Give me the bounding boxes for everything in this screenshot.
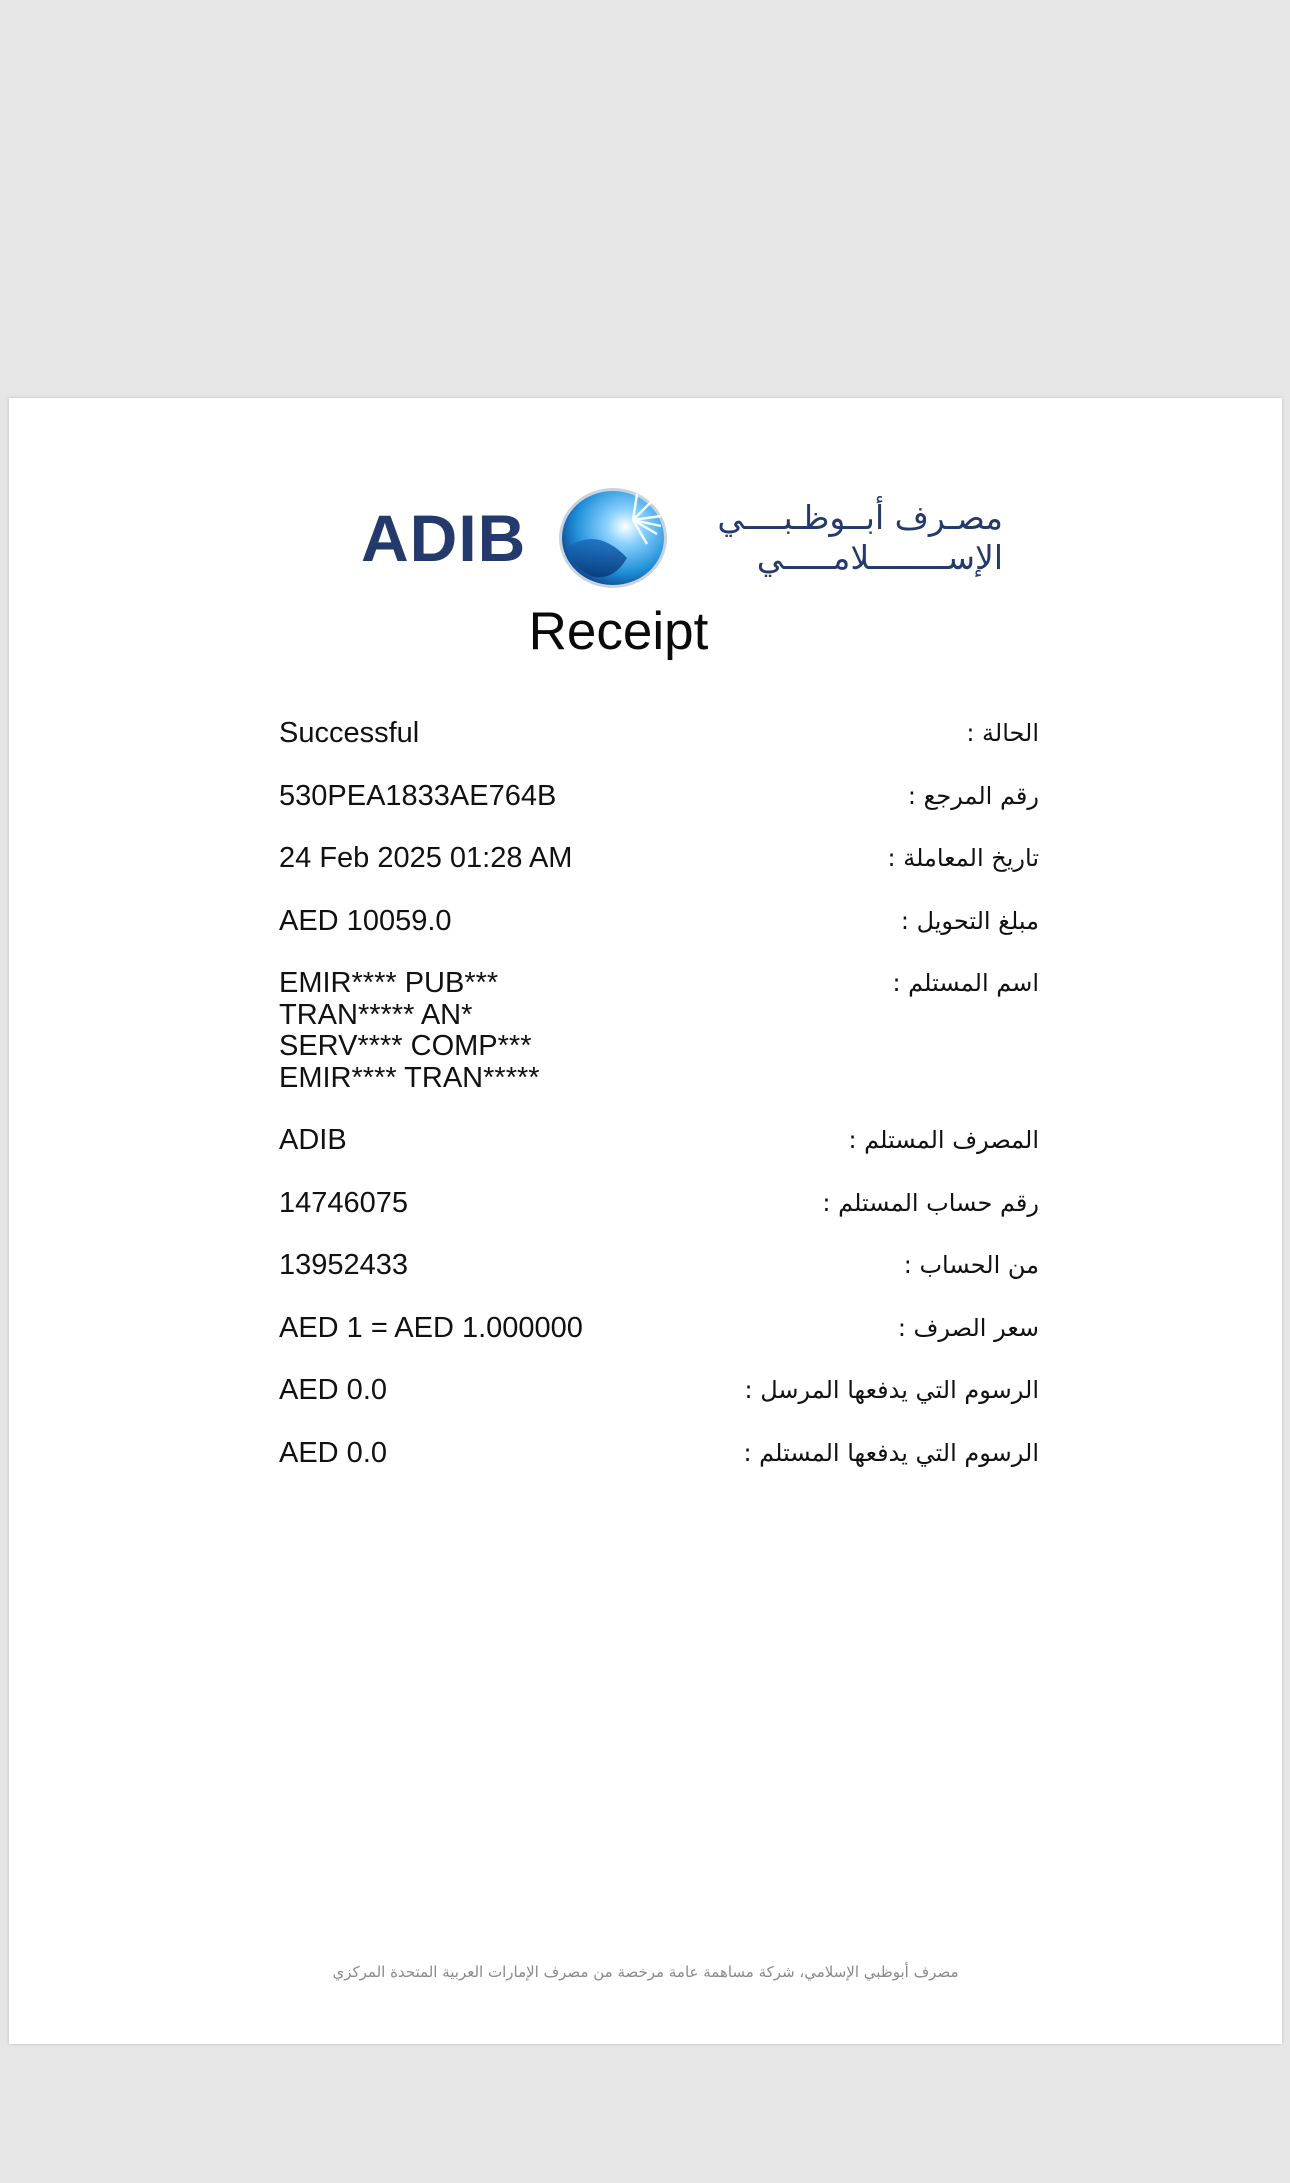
- row-date: [279, 843, 1039, 875]
- logo-arabic-line1: مصـرف أبــوظـبــــي: [717, 498, 1003, 537]
- footer-disclaimer: مصرف أبوظبي الإسلامي، شركة مساهمة عامة مرخصة من مصرف الإمارات العربية المتحدة المركزي: [332, 1963, 959, 1981]
- exchange-rate-value: AED 1 = AED 1.000000: [279, 1311, 583, 1344]
- receipt-details: [279, 718, 1039, 1500]
- status-value: Successful: [279, 717, 420, 749]
- beneficiary-fees-label: الرسوم التي يدفعها المستلم :: [743, 1438, 1039, 1467]
- sender-fees-label: الرسوم التي يدفعها المرسل :: [744, 1376, 1039, 1404]
- logo-arabic-line2: الإســــــــلامـــــي: [756, 538, 1003, 577]
- from-account-value: 13952433: [279, 1249, 409, 1281]
- row-exchange-rate: [279, 1313, 1039, 1345]
- beneficiary-bank-label: المصرف المستلم :: [848, 1126, 1039, 1154]
- globe-icon: [557, 486, 669, 590]
- row-beneficiary-name: [279, 968, 1039, 1094]
- date-value: 24 Feb 2025 01:28 AM: [279, 842, 573, 874]
- sender-fees-value: AED 0.0: [279, 1374, 387, 1406]
- exchange-rate-label: سعر الصرف :: [897, 1313, 1039, 1342]
- beneficiary-account-value: 14746075: [279, 1186, 409, 1219]
- row-beneficiary-fees: [279, 1438, 1039, 1470]
- row-beneficiary-account: [279, 1188, 1039, 1220]
- beneficiary-bank-value: ADIB: [279, 1124, 347, 1156]
- status-label: الحالة :: [966, 719, 1039, 747]
- row-reference: [279, 781, 1039, 813]
- beneficiary-fees-value: AED 0.0: [279, 1436, 387, 1469]
- logo-arabic-text: [691, 498, 1003, 578]
- reference-label: رقم المرجع :: [907, 781, 1039, 810]
- adib-logo: [361, 486, 1001, 590]
- beneficiary-account-label: رقم حساب المستلم :: [822, 1188, 1039, 1217]
- amount-label: مبلغ التحويل :: [900, 906, 1039, 935]
- row-status: [279, 718, 1039, 750]
- from-account-label: من الحساب :: [903, 1251, 1039, 1279]
- row-amount: [279, 906, 1039, 938]
- beneficiary-name-value: EMIR**** PUB*** TRAN***** AN* SERV**** COMP*** EMIR**** TRAN*****: [279, 967, 540, 1094]
- row-beneficiary-bank: [279, 1125, 1039, 1157]
- logo-latin-text: ADIB: [361, 501, 527, 575]
- reference-value: 530PEA1833AE764B: [279, 779, 557, 812]
- receipt-page: [9, 398, 1282, 2044]
- row-from-account: [279, 1250, 1039, 1282]
- beneficiary-name-label: اسم المستلم :: [892, 969, 1039, 997]
- amount-value: AED 10059.0: [279, 904, 452, 937]
- row-sender-fees: [279, 1375, 1039, 1407]
- receipt-title: Receipt: [528, 602, 709, 661]
- date-label: تاريخ المعاملة :: [887, 844, 1039, 872]
